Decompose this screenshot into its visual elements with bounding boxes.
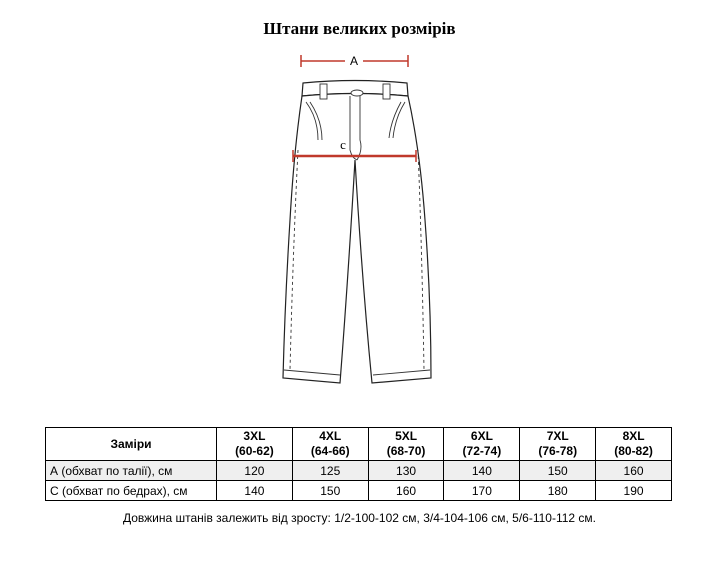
size-column-6xl: 6XL (72-74) <box>444 428 520 461</box>
size-column-4xl: 4XL (64-66) <box>292 428 368 461</box>
table-cell: 140 <box>217 481 293 501</box>
table-cell: 150 <box>292 481 368 501</box>
label-a: A <box>349 54 359 68</box>
table-header-row <box>46 428 672 461</box>
pants-outline <box>283 81 431 384</box>
table-cell: 140 <box>444 461 520 481</box>
size-column-7xl: 7XL (76-78) <box>520 428 596 461</box>
table-cell: 150 <box>520 461 596 481</box>
size-table <box>45 427 672 501</box>
table-cell: 125 <box>292 461 368 481</box>
table-cell: 120 <box>217 461 293 481</box>
table-cell: 160 <box>368 481 444 501</box>
page-title: Штани великих розмірів <box>263 19 456 38</box>
table-row-hips <box>46 481 672 501</box>
label-c: c <box>340 137 346 152</box>
table-cell: 170 <box>444 481 520 501</box>
pants-diagram <box>270 48 450 388</box>
table-cell: 130 <box>368 461 444 481</box>
row-label: С (обхват по бедрах), см <box>46 481 217 501</box>
table-header-label: Заміри <box>46 428 217 461</box>
table-cell: 160 <box>596 461 672 481</box>
row-label: А (обхват по талії), см <box>46 461 217 481</box>
table-cell: 180 <box>520 481 596 501</box>
size-column-8xl: 8XL (80-82) <box>596 428 672 461</box>
table-cell: 190 <box>596 481 672 501</box>
table-row-waist <box>46 461 672 481</box>
size-column-5xl: 5XL (68-70) <box>368 428 444 461</box>
length-footnote: Довжина штанів залежить від зросту: 1/2-100-102 см, 3/4-104-106 см, 5/6-110-112 см. <box>122 511 597 525</box>
size-column-3xl: 3XL (60-62) <box>217 428 293 461</box>
